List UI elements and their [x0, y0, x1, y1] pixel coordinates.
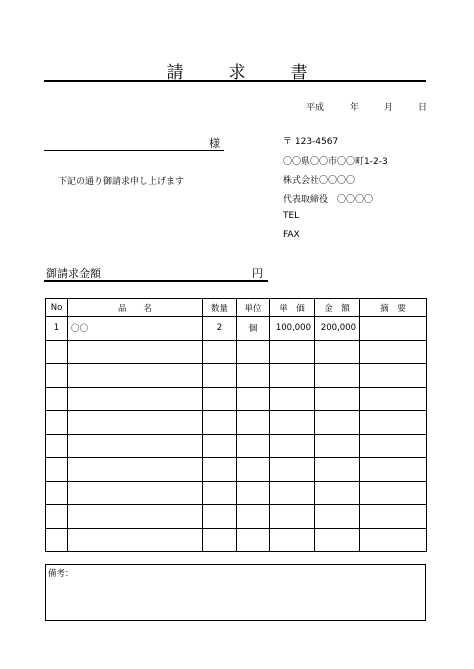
cell-no [46, 458, 68, 482]
header-unit: 単位 [237, 299, 270, 317]
cell-item-name [68, 364, 203, 388]
table-row [46, 411, 427, 435]
cell-description [360, 505, 427, 529]
cell-item-name [68, 340, 203, 364]
cell-unit [237, 458, 270, 482]
cell-description [360, 411, 427, 435]
cell-unit [237, 434, 270, 458]
cell-no [46, 505, 68, 529]
issuer-tel: TEL [283, 211, 300, 221]
table-row [46, 458, 427, 482]
table-row [46, 317, 427, 341]
cell-description [360, 340, 427, 364]
cell-no [46, 528, 68, 552]
cell-unit [237, 481, 270, 505]
cell-quantity [203, 364, 237, 388]
issue-date [300, 100, 430, 112]
cell-description [360, 434, 427, 458]
cell-quantity [203, 458, 237, 482]
cell-item-name [68, 481, 203, 505]
cell-no [46, 364, 68, 388]
cell-quantity [203, 411, 237, 435]
cell-amount [315, 340, 360, 364]
date-day: 日 [418, 103, 428, 113]
cell-no [46, 340, 68, 364]
cell-description [360, 481, 427, 505]
date-year: 年 [350, 103, 360, 113]
cell-quantity: 2 [203, 317, 237, 341]
title-underline [44, 80, 426, 82]
cell-item-name: 〇〇 [68, 317, 203, 341]
cell-no [46, 411, 68, 435]
amount-label: 御請求金額 [46, 267, 101, 280]
cell-no [46, 481, 68, 505]
cell-amount [315, 458, 360, 482]
cell-amount [315, 505, 360, 529]
addressee-line [44, 150, 224, 151]
cell-quantity [203, 434, 237, 458]
cell-unit [237, 364, 270, 388]
cell-item-name [68, 505, 203, 529]
cell-unit [237, 528, 270, 552]
table-row [46, 340, 427, 364]
amount-underline [44, 280, 268, 282]
cell-description [360, 528, 427, 552]
cell-description [360, 364, 427, 388]
cell-description [360, 387, 427, 411]
items-table [45, 298, 427, 552]
cell-no [46, 434, 68, 458]
date-month: 月 [384, 103, 394, 113]
header-quantity: 数量 [203, 299, 237, 317]
cell-unit [237, 340, 270, 364]
cell-no [46, 387, 68, 411]
cell-quantity [203, 340, 237, 364]
cell-amount: 200,000 [315, 317, 360, 341]
issuer-representative: 代表取締役 〇〇〇〇 [283, 195, 374, 205]
cell-amount [315, 481, 360, 505]
date-era: 平成 [306, 103, 325, 113]
header-no: No [46, 299, 68, 317]
remarks-label: 備考： [48, 569, 74, 579]
cell-amount [315, 364, 360, 388]
cell-amount [315, 387, 360, 411]
remarks-box [45, 564, 426, 621]
cell-unit [237, 505, 270, 529]
cell-unit-price [270, 434, 315, 458]
amount-unit: 円 [252, 267, 263, 280]
table-row [46, 528, 427, 552]
header-amount: 金 額 [315, 299, 360, 317]
cell-amount [315, 528, 360, 552]
issuer-postal: 〒 123-4567 [283, 137, 339, 147]
cell-no: 1 [46, 317, 68, 341]
cell-unit-price [270, 387, 315, 411]
cell-quantity [203, 528, 237, 552]
cell-unit [237, 411, 270, 435]
cell-item-name [68, 458, 203, 482]
addressee-honorific: 様 [209, 137, 220, 150]
cell-quantity [203, 505, 237, 529]
cell-description [360, 458, 427, 482]
issuer-company: 株式会社〇〇〇〇 [283, 176, 356, 186]
table-row [46, 505, 427, 529]
cell-item-name [68, 528, 203, 552]
cell-unit-price [270, 505, 315, 529]
cell-unit-price [270, 340, 315, 364]
table-row [46, 481, 427, 505]
table-row [46, 364, 427, 388]
table-row [46, 434, 427, 458]
cell-unit-price: 100,000 [270, 317, 315, 341]
greeting-text: 下記の通り御請求申し上げます [58, 177, 185, 187]
cell-quantity [203, 481, 237, 505]
cell-unit-price [270, 411, 315, 435]
issuer-fax: FAX [283, 230, 300, 240]
header-unit-price: 単 価 [270, 299, 315, 317]
document-title: 請 求 書 [166, 63, 322, 83]
cell-unit-price [270, 528, 315, 552]
cell-item-name [68, 434, 203, 458]
cell-item-name [68, 411, 203, 435]
cell-item-name [68, 387, 203, 411]
cell-amount [315, 434, 360, 458]
cell-unit: 個 [237, 317, 270, 341]
cell-unit-price [270, 481, 315, 505]
cell-amount [315, 411, 360, 435]
issuer-address: 〇〇県〇〇市〇〇町1-2-3 [283, 157, 388, 167]
header-description: 摘 要 [360, 299, 427, 317]
cell-unit-price [270, 458, 315, 482]
cell-quantity [203, 387, 237, 411]
table-row [46, 387, 427, 411]
cell-unit [237, 387, 270, 411]
table-header-row [46, 299, 427, 317]
header-item-name: 品 名 [68, 299, 203, 317]
cell-unit-price [270, 364, 315, 388]
cell-description [360, 317, 427, 341]
